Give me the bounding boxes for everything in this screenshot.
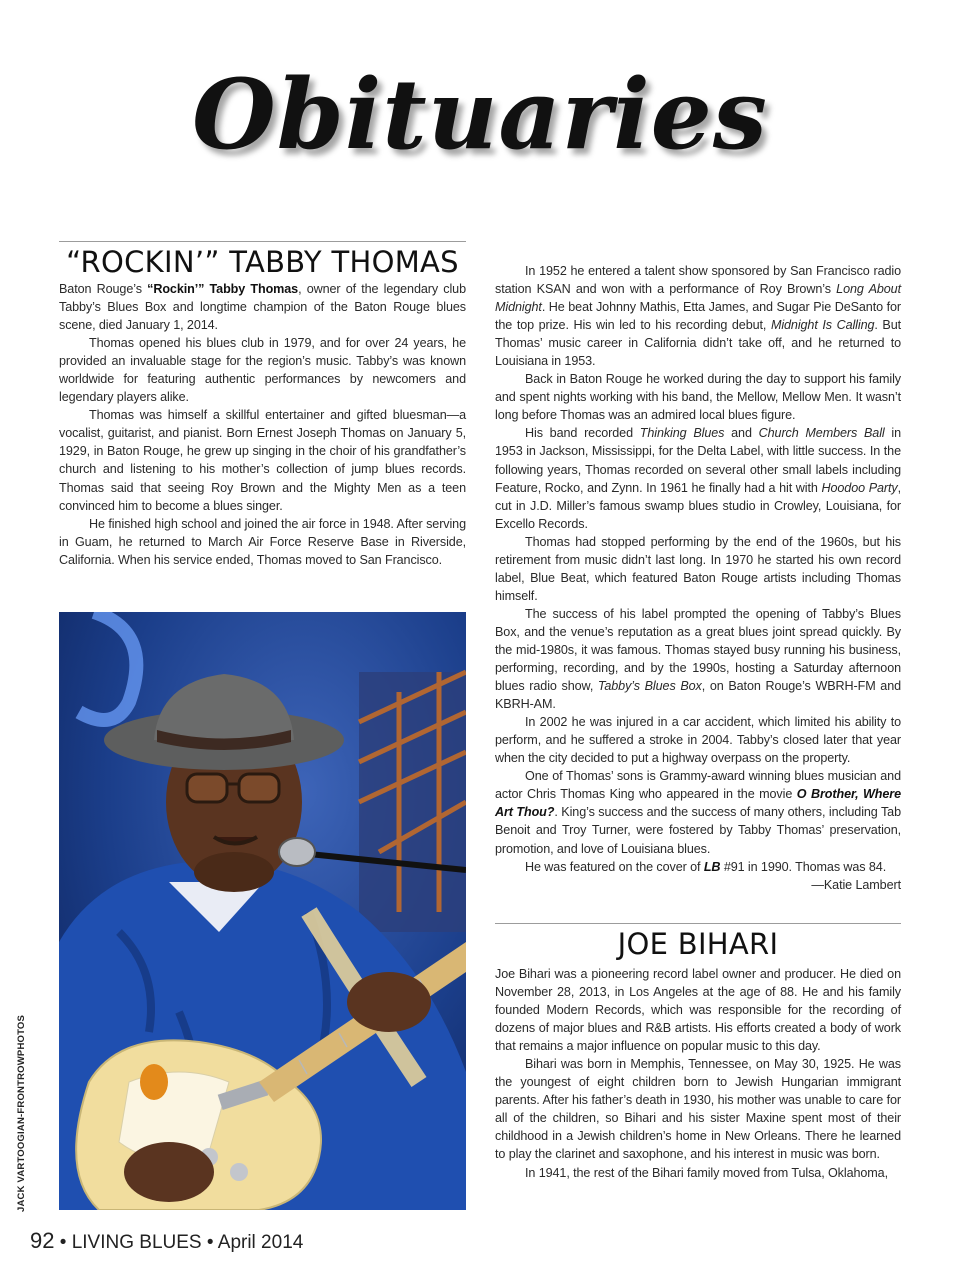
publication-name: LIVING BLUES (71, 1232, 202, 1253)
separator: • (54, 1232, 72, 1253)
article-headline: “ROCKIN’” TABBY THOMAS (66, 245, 459, 279)
page-number: 92 (30, 1228, 55, 1253)
masthead (0, 40, 960, 210)
text: , cut in J.D. Miller’s famous swamp blues studio in Crowley, Louisiana, for Excello Records. (495, 480, 902, 531)
text: His band recorded (525, 426, 640, 441)
text: One of Thomas’ sons is Grammy-award winning blues musician and actor Chris Thomas King who appeared in the movie (495, 769, 901, 802)
article-headline: JOE BIHARI (617, 927, 779, 961)
text: . He beat Johnny Mathis, Etta James, and Sugar Pie DeSanto for the top prize. His win led to his recording debut, (495, 300, 901, 333)
article-divider (495, 923, 901, 924)
movie-title: O Brother, Where Art Thou? (495, 787, 901, 820)
paragraph: Joe Bihari was a pioneering record label owner and producer. He died on November 28, 2013, in Los Angeles at the age of 88. He and his family founded Modern Records, which was responsible for the recording of dozens of major blues and R&B artists. His efforts created a body of work that remains a major influence on popular music to this day. (495, 967, 901, 1054)
text: The success of his label prompted the opening of Tabby’s Blues Box, and the venue’s reputation as a great blues joint spread quickly. By the mid-1980s, it was famous. Thomas stayed busy running his business, performing, recording, and by the 1990s, hosting a Saturday afternoon blues radio show, (495, 606, 901, 694)
paragraph: Thomas had stopped performing by the end of the 1960s, but his retirement from music didn’t last long. In 1970 he started his own record label, Blue Beat, which featured Baton Rouge artists including Thomas himself. (495, 534, 901, 603)
song-title: Hoodoo Party (821, 480, 898, 495)
paragraph (495, 424, 901, 532)
text: . King’s success and the success of many others, including Tab Benoit and Troy Turner, were fostered by Tabby Thomas’ preservation, promotion, and love of Louisiana blues. (495, 805, 901, 856)
paragraph: Back in Baton Rouge he worked during the day to support his family and spent nights working with his band, the Mellow, Mellow Men. It wasn’t long before Thomas was an admired local blues figure. (495, 372, 901, 423)
article-column-1 (59, 280, 466, 569)
paragraph: Bihari was born in Memphis, Tennessee, on May 30, 1925. He was the youngest of eight children born to Jewish Hungarian immigrant parents. After his father’s death in 1930, his mother was unable to care for all of the children, so Bihari and his sister Maxine spent most of their childhood in a Jewish children’s home in New Orleans. There he learned to play the clarinet and saxophone, and his interest in music was born. (495, 1057, 901, 1162)
paragraph: Thomas was himself a skillful entertainer and gifted bluesman—a vocalist, guitarist, and pianist. Born Ernest Joseph Thomas on January 5, 1929, in Baton Rouge, he grew up singing in the choir of his grandfather’s church and listening to his mother’s collection of jump blues records. Thomas said that seeing Roy Brown and the Mighty Men as a teen convinced him to become a blues singer. (59, 408, 466, 513)
paragraph: He finished high school and joined the air force in 1948. After serving in Guam, he returned to March Air Force Reserve Base in Riverside, California. When his service ended, Thomas moved to San Francisco. (59, 516, 466, 567)
paragraph (495, 767, 901, 857)
separator: • (201, 1232, 218, 1253)
song-title: Thinking Blues (639, 426, 725, 441)
paragraph (59, 280, 466, 334)
section-title: Obituaries (192, 58, 768, 171)
article-column-3 (495, 965, 901, 1182)
musician-illustration (59, 612, 466, 1210)
paragraph (495, 605, 901, 713)
text: and (724, 426, 759, 441)
issue-date: April 2014 (217, 1232, 304, 1253)
page-footer (30, 1228, 303, 1254)
photo-credit: JACK VARTOOGIAN-FRONTROWPHOTOS (16, 1014, 27, 1212)
text: In 1952 he entered a talent show sponsored by San Francisco radio station KSAN and won with a performance of Roy Brown’s (495, 264, 901, 297)
paragraph: Thomas opened his blues club in 1979, and for over 24 years, he provided an invaluable stage for the region’s music. Tabby’s was known worldwide for featuring authentic performances by newcomers and legendary players alike. (59, 336, 466, 405)
article-divider (59, 241, 466, 242)
magazine-initials: LB (703, 859, 721, 874)
text: , on Baton Rouge’s WBRH-FM and KBRH-AM. (495, 679, 902, 712)
paragraph (495, 858, 901, 876)
song-title: Midnight Is Calling (770, 318, 875, 333)
text: , owner of the legendary club Tabby’s Blues Box and longtime champion of the Baton Rouge blues scene, died January 1, 2014. (59, 282, 466, 333)
paragraph (495, 262, 901, 370)
show-title: Tabby’s Blues Box (597, 679, 702, 694)
paragraph: In 2002 he was injured in a car accident, which limited his ability to perform, and he suffered a stroke in 2004. Tabby’s closed later that year when the city decided to put a highway overpass on the property. (495, 715, 901, 766)
text: Baton Rouge’s (59, 282, 148, 296)
subject-name: “Rockin’” Tabby Thomas (147, 282, 299, 296)
text: in 1953 in Jackson, Mississippi, for the Delta Label, with little success. In the following years, Thomas recorded on several other small labels including Feature, Rocko, and Zynn. In 1961 he finally had a hit with (495, 426, 901, 495)
text: . But Thomas’ music career in California didn’t take off, and he returned to Louisiana in 1953. (495, 318, 902, 369)
text: #91 in 1990. Thomas was 84. (720, 859, 887, 874)
article-column-2 (495, 262, 901, 894)
paragraph: In 1941, the rest of the Bihari family moved from Tulsa, Oklahoma, (525, 1165, 888, 1180)
musician-photo (59, 612, 466, 1210)
text: He was featured on the cover of (525, 859, 704, 874)
song-title: Church Members Ball (758, 426, 885, 441)
byline: —Katie Lambert (811, 877, 901, 892)
song-title: Long About Midnight (495, 282, 901, 315)
